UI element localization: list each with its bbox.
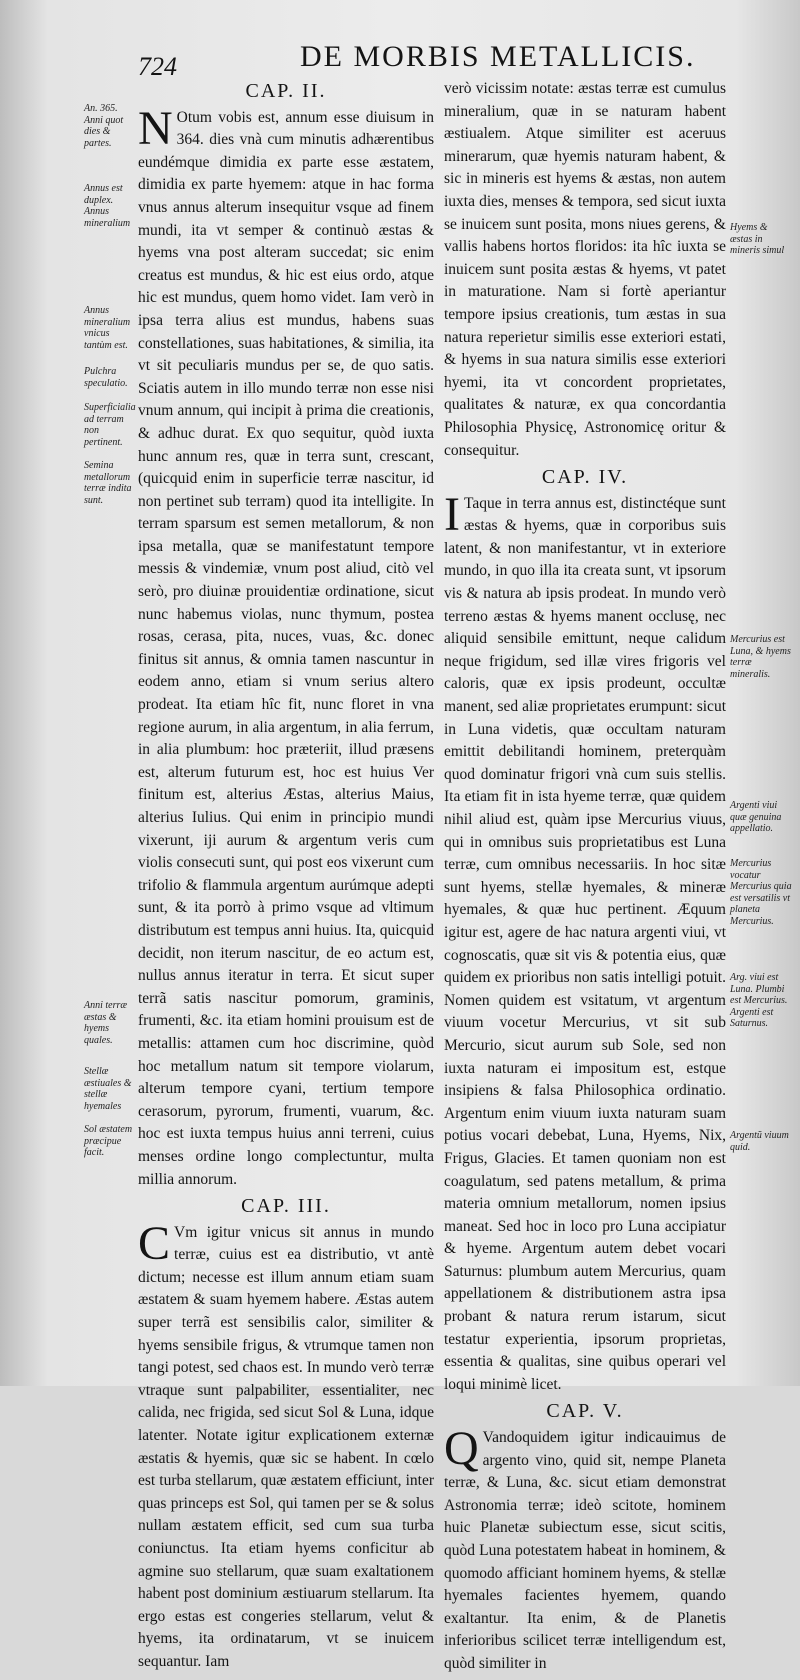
margin-note: Stellæ æstiuales & stellæ hyemales: [84, 1066, 132, 1112]
margin-note: Mercurius vocatur Mercurius quia est versatilis vt planeta Mercurius.: [730, 858, 792, 927]
paragraph-text: Vm igitur vnicus sit annus in mundo terræ, cuius est ea distributio, vt antè dictum; necesse est illum annum etiam suam æstatem & suam hyemem habere. Æstas autem super terrã est sensibilis calor, similiter & hyems sensibile frigus, & vtrumque tamen non tangi potest, sed chaos est. In mundo verò terræ vtraque sunt palpabiliter, essentialiter, nec calida, nec frigida, sed sicut Sol & Luna, idque latenter. Notate igitur explicationem externæ æstatis & hyemis, quæ sic se habent. In cœlo est turba stellarum, quæ æstatem efficiunt, inter quas princeps est Sol, qui tamen per se & solus nullam æstatem efficit, sed cum sua turba coniunctus. Ita etiam hyems conficitur ab agmine suo stellarum, quæ suam exaltationem habent post dominium æstiuarum stellarum. Ita ergo estas est congeries stellarum, velut & hyems, ita ordinatarum, vt se inuicem sequantur. Iam: [138, 1223, 434, 1670]
drop-cap: N: [138, 101, 173, 155]
chapter-heading: CAP. IV.: [541, 466, 629, 489]
margin-note: Sol æstatem præcipue facit.: [84, 1124, 133, 1158]
right-text-column: [444, 78, 726, 1680]
margin-note: Argentũ viuum quid.: [730, 1130, 789, 1153]
drop-cap: Q: [444, 1422, 479, 1476]
page-number: 724: [138, 52, 177, 81]
chapter-heading: CAP. III.: [241, 1195, 331, 1218]
running-title: DE MORBIS METALLICIS.: [300, 40, 696, 73]
paragraph-text: Otum vobis est, annum esse diuisum in 364. dies vnà cum minutis adhærentibus eundémque dimidia ex parte esse æstatem, dimidia ex parte hyemem: atque in hac forma vnus annus alterum insequitur vsque ad finem mundi, ita vt semper & continuò æstas & hyems vna post alteram succedat; sic enim creatus est mundus, & hic est eius ordo, atque hic est mundus, quem homo videt. Iam verò in ipsa terra alius est mundus, habens suas constellationes, suas habitationes, & similia, ita vt sit peculiaris mundus per se, de quo satis. Sciatis autem in illo mundo terræ non esse nisi vnum annum, qui incipit à prima die creationis, & adhuc durat. Ex quo sequitur, quòd iuxta hunc annum res, quæ in terra sunt, crescant, (quicquid enim in superficie terræ nascitur, id non pertinet sub terram) quod ita intelligite. In terram sparsum est semen metallorum, & non ipsa metalla, quæ se manifestatunt tempore messis & vindemiæ, vnum post aliud, citò vel serò, pro diuinæ prouidentiæ ordinatione, sicut nunc habemus violas, nunc thymum, postea rosas, cerasa, pita, nuces, vuas, &c. donec finitus sit annus, & omnia tamen nascuntur in eodem anno, etiam si vnum serius altero prodeat. Ita etiam hîc fit, nunc floret in vna regione aurum, in alia argentum, in alia ferrum, in alia plumbum: hoc præteriit, illud præsens est, alterum futurum est, hoc est huius Ver finitum est, alterius Æstas, alterius Maius, alterius Iulius. Qui enim in principio mundi vixerunt, iji aurum & argentum veris cum violis consecuti sunt, qui post eos vixerunt cum trifolio & flammula argentum aurúmque adepti sunt, & ita porrò à primo vsque ad vltimum distributum est tempus anni huius. Ita, quicquid decidit, non iterum nascitur, de eo actum est, nullus annus iteratur in terra. Et sicut super terrã satis nascitur pomorum, graminis, frumenti, &c. ita etiam homini prouisum est de metallis: attamen cum hoc discrimine, quòd hoc metallum natum sit tempore violarum, alterum tempore cyani, tertium tempore cerasorum, pyrorum, frumenti, vuarum, &c. hoc est iuxta tempus huius anni terreni, cuius menses ordine longo complectuntur, multa millia annorum.: [138, 108, 434, 1188]
chapter-paragraph: [138, 1216, 434, 1674]
margin-note: Annus mineralium vnicus tantùm est.: [84, 305, 131, 351]
margin-note: An. 365. Anni quot dies & partes.: [84, 103, 124, 149]
chapter-paragraph: [138, 101, 434, 1192]
margin-note: Pulchra speculatio.: [84, 366, 128, 389]
left-text-column: [138, 78, 434, 1678]
margin-note: Anni terræ æstas & hyems quales.: [84, 1000, 128, 1046]
paragraph-text: Vandoquidem igitur indicauimus de argento vino, quid sit, nempe Planeta terræ, & Luna, &c. sicut etiam demonstrat Astronomia terræ; ideò scitote, hominem huic Planetæ subiectum esse, sicut scitis, quòd Luna potestatem habeat in hominem, & quomodo afficiant hominem hyems, & stellæ hyemales facientes hyemem, quando exaltantur. Ita enim, & de Planetis inferioribus scilicet terræ intelligendum est, quòd similiter in: [444, 1429, 726, 1672]
margin-note: Argenti viui quæ genuina appellatio.: [730, 800, 782, 834]
drop-cap: C: [138, 1216, 171, 1270]
paragraph-text: verò vicissim notate: æstas terræ est cumulus mineralium, quæ in se naturam habent æstiualem. Atque similiter est aceruus minerarum, quæ hyemis naturam habent, & sic in mineris est hyems & æstas, non autem iuxta dies, menses & tempora, sed sicut iuxta se inuicem sunt posita, mons niues gerens, & vallis habens hortos floridos: ita hîc iuxta se inuicem sunt posita æstas & hyems, vt patet in maturatione. Nam si fortè aperiantur tempore ipsius creationis, tum æstas in sua natura reperietur similis esse exteriori estati, & hyems in sua natura similis esse exteriori hyemi, ita vt concordent proprietates, qualitates & naturæ, ex qua concordantia Philosophia Physicę, Astronomicę oritur & consequitur.: [444, 80, 726, 459]
margin-note: Superficialia ad terram non pertinent.: [84, 402, 136, 448]
chapter-heading: CAP. II.: [245, 80, 327, 102]
drop-cap: I: [444, 487, 460, 541]
margin-note: Arg. viui est Luna. Plumbi est Mercurius. Argenti est Saturnus.: [730, 972, 788, 1029]
margin-note: Hyems & æstas in mineris simul: [730, 222, 785, 256]
margin-note: Annus est duplex. Annus mineralium: [84, 183, 131, 229]
chapter-paragraph: [444, 1422, 726, 1676]
margin-note: Semina metallorum terræ indita sunt.: [84, 460, 132, 506]
chapter-heading: CAP. V.: [546, 1400, 624, 1423]
chapter-paragraph: [444, 487, 726, 1397]
paragraph-text: Taque in terra annus est, distinctéque sunt æstas & hyems, quæ in corporibus suis latent, & non manifestantur, vt in exteriore mundo, in quo illa ita creata sunt, vt ipsorum vis & natura ab ipsis prodeat. In mundo verò terreno æstas & hyems manent occlusę, nec aliquid sensibile emittunt, neque calidum neque frigidum, sed illæ vires frigoris vel caloris, quæ ex ipsis prodeunt, occultæ manent, sed aliæ proprietates erumpunt: sicut in Luna videtis, quæ occultam naturam emittit debilitandi hominem, preterquàm quod dominatur frigori vnà cum suis stellis. Ita etiam fit in ista hyeme terræ, quæ quidem nihil aliud est, quàm ipse Mercurius viuus, qui in omnibus suis proprietatibus est Luna terræ, cum omnibus necessariis. In hoc sitæ sunt hyems, stellæ hyemales, & mineræ hyemales, & quæ huc pertinent. Æquum igitur est, agere de hac natura argenti viui, vt cognoscatis, quæ sit vis & potentia eius, quæ quidem ex prioribus non satis intelligi potuit. Nomen quidem est vsitatum, vt argentum viuum vocetur Mercurius, vt sit sub Mercurio, sicut aurum sub Sole, sed non iuxta naturam ei impositum est, estque insipiens & falsa Philosophica ordinatio. Argentum enim viuum iuxta naturam suam potius vocari debebat, Luna, Hyems, Nix, Frigus, Glacies. Et tamen quoniam non est coagulatum, sed patens metallum, & prima materia omnium metallorum, nomen ipsius maneat. Sed hoc in loco pro Luna accipiatur & hyeme. Argentum autem debet vocari Saturnus: plumbum autem Mercurius, quam appellationem & distributionem astra ipsa probant & natura rerum istarum, sicut testatur experientia, ipsorum proprietas, essentia & qualitas, sine quibus operari vel loqui minimè licet.: [444, 494, 726, 1393]
margin-note: Mercurius est Luna, & hyems terræ mineralis.: [730, 634, 791, 680]
